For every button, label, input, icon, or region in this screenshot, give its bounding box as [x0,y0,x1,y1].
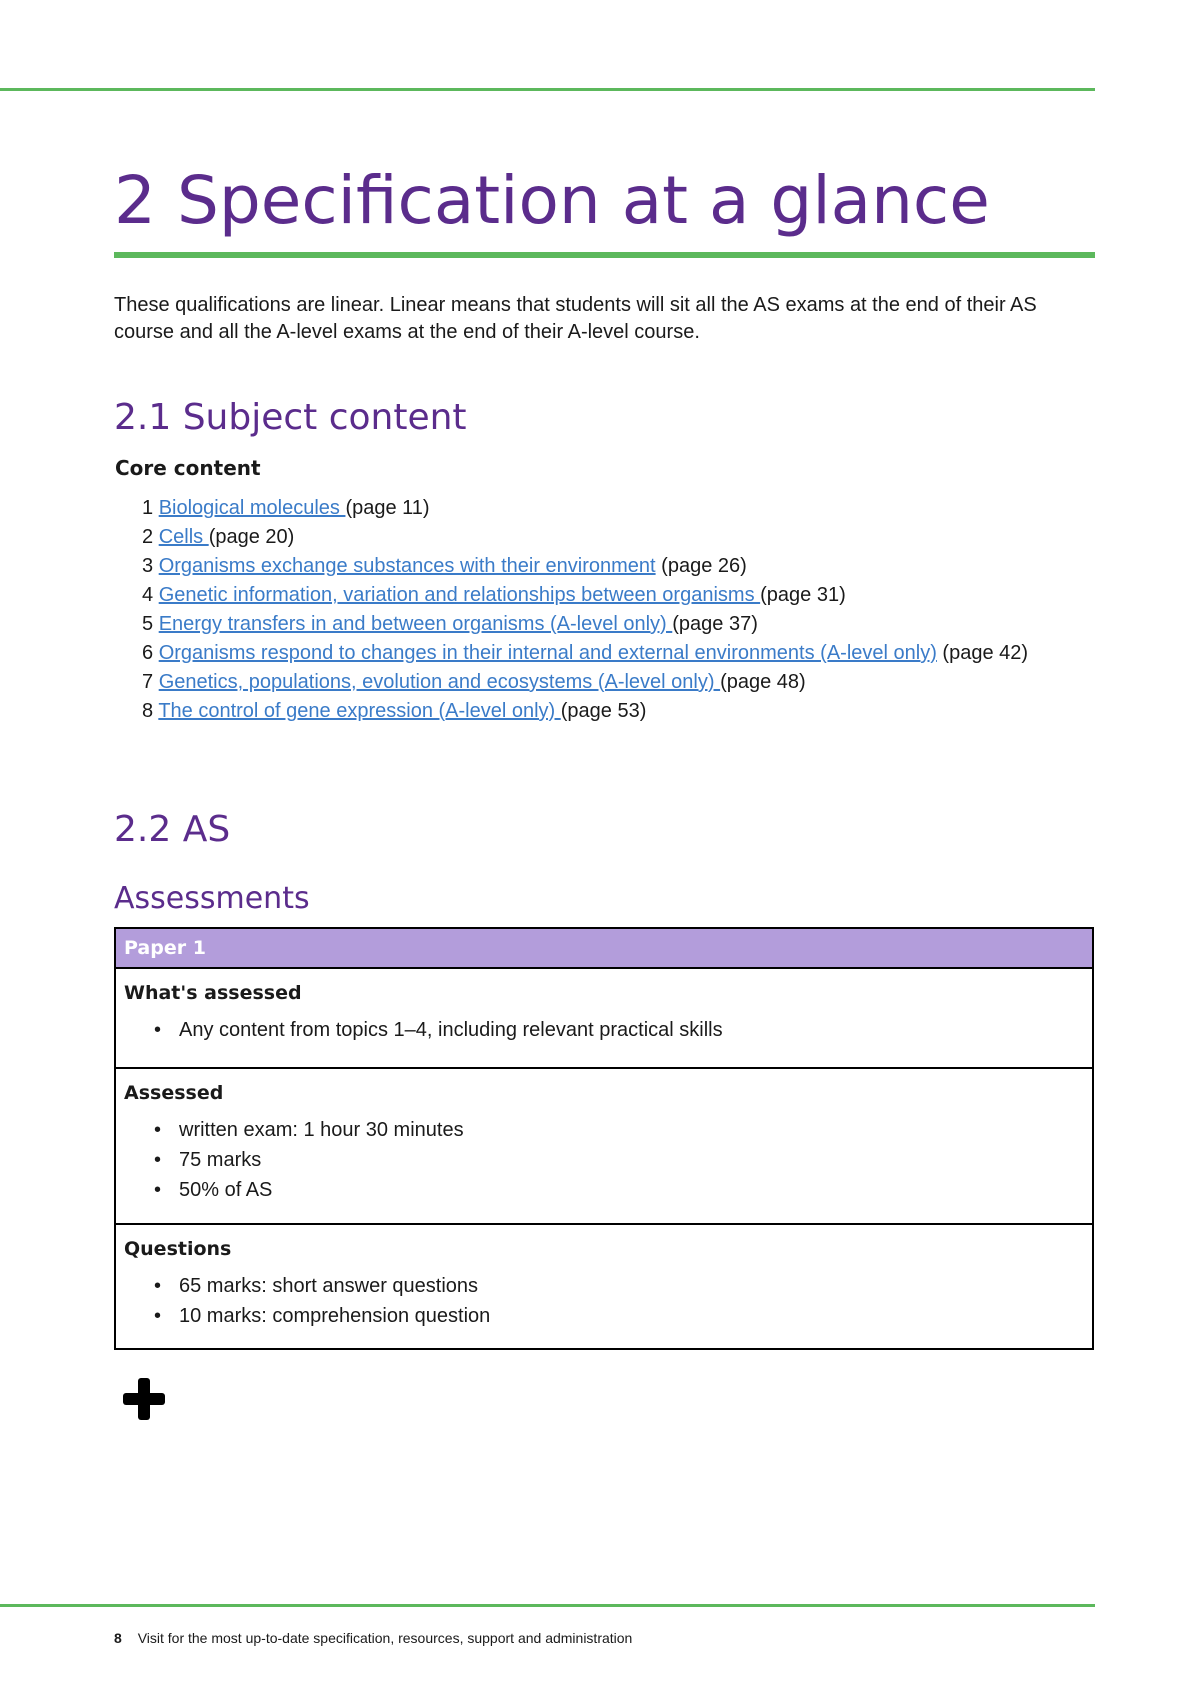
page-title: 2 Specification at a glance [114,162,990,239]
top-rule [0,88,1095,91]
whats-assessed-label: What's assessed [124,982,302,1004]
whats-assessed-list [124,1015,1084,1045]
assessments-heading: Assessments [114,881,310,916]
plus-icon[interactable] [120,1375,168,1423]
bullet-item: • 65 marks: short answer questions [124,1271,1084,1301]
topic-link[interactable]: Biological molecules [158,497,346,519]
intro-paragraph: These qualifications are linear. Linear means that students will sit all the AS exams at the end of their AS course and all the A-level exams at the end of their A-level course. [114,294,1037,343]
questions-list [124,1271,1084,1331]
title-underline [114,252,1095,258]
topic-number: 6 [142,642,154,664]
questions-section [116,1225,1092,1348]
topic-link[interactable]: Organisms respond to changes in their internal and external environments (A-level only) [158,642,937,664]
assessment-table [114,927,1094,1350]
topic-page-ref: (page 26) [655,555,747,577]
assessed-list [124,1115,1084,1205]
core-content-label: Core content [115,456,261,480]
topic-page-ref: (page 48) [720,671,806,693]
assessed-section [116,1069,1092,1225]
bullet-item: • Any content from topics 1–4, including relevant practical skills [124,1015,1084,1045]
questions-label: Questions [124,1238,232,1260]
topic-number: 5 [142,613,154,635]
subject-content-heading: 2.1 Subject content [114,397,467,438]
footer-rule [0,1604,1095,1607]
topic-page-ref: (page 53) [560,700,647,722]
topic-link[interactable]: Genetics, populations, evolution and ecosystems (A-level only) [158,671,721,693]
topic-link[interactable]: Energy transfers in and between organisms (A-level only) [158,613,673,635]
topic-item [142,610,1082,639]
footer-text: Visit for the most up-to-date specification, resources, support and administration [137,1630,633,1646]
topic-number: 2 [142,526,154,548]
bullet-item: • written exam: 1 hour 30 minutes [124,1115,1084,1145]
footer-page-number: 8 [114,1630,122,1646]
topic-link[interactable]: Cells [158,526,209,548]
topic-link[interactable]: Organisms exchange substances with their environment [158,555,656,577]
topic-item [142,523,1082,552]
topic-page-ref: (page 20) [208,526,295,548]
assessed-label: Assessed [124,1082,224,1104]
topic-link[interactable]: Genetic information, variation and relationships between organisms [158,584,761,606]
topic-number: 4 [142,584,154,606]
topic-list [142,494,1082,726]
whats-assessed-section [116,969,1092,1069]
as-heading: 2.2 AS [114,809,231,850]
paper-1-header: Paper 1 [116,929,1092,969]
bullet-item: • 50% of AS [124,1175,1084,1205]
topic-number: 1 [142,497,154,519]
footer [114,1630,632,1646]
topic-item [142,552,1082,581]
topic-page-ref: (page 11) [345,497,430,519]
topic-item [142,494,1082,523]
topic-page-ref: (page 37) [672,613,758,635]
topic-link[interactable]: The control of gene expression (A-level only) [158,700,561,722]
topic-page-ref: (page 42) [936,642,1029,664]
topic-item [142,581,1082,610]
topic-page-ref: (page 31) [760,584,846,606]
topic-number: 7 [142,671,154,693]
topic-item [142,639,1082,668]
bullet-item: • 10 marks: comprehension question [124,1301,1084,1331]
topic-item [142,668,1082,697]
bullet-item: • 75 marks [124,1145,1084,1175]
topic-number: 3 [142,555,154,577]
topic-number: 8 [142,700,154,722]
topic-item [142,697,1082,726]
